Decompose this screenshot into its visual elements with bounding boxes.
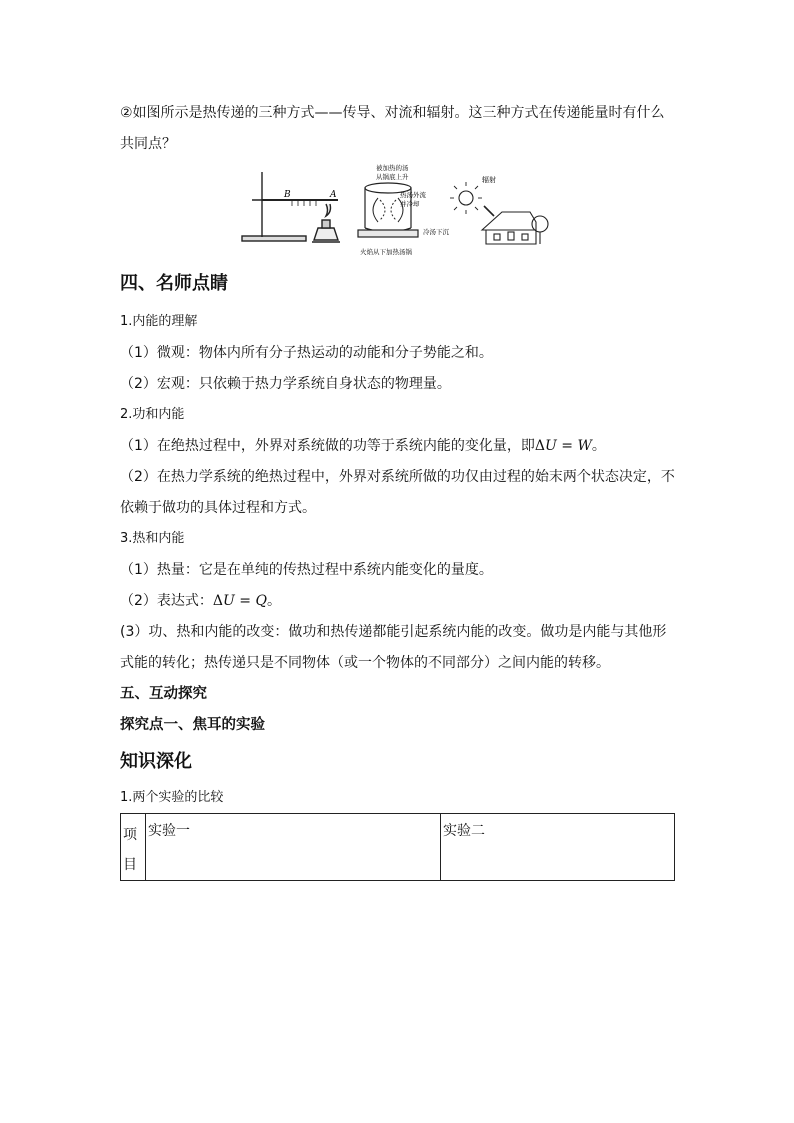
experiment-comparison-table	[120, 813, 675, 881]
item-1-title: 1.内能的理解	[120, 314, 198, 329]
radiation-scene	[450, 182, 548, 244]
var-u: U	[545, 438, 557, 454]
item-2-title: 2.功和内能	[120, 407, 185, 422]
item-3-p2	[120, 591, 680, 611]
table-header-item	[121, 814, 146, 881]
period: 。	[591, 438, 606, 454]
section-4-title: 四、名师点睛	[120, 273, 228, 294]
equals-sign: =	[234, 593, 256, 609]
comparison-title: 1.两个实验的比较	[120, 790, 224, 805]
conduction-apparatus	[242, 172, 340, 242]
var-w: W	[577, 438, 592, 454]
item-2-p1	[120, 436, 680, 456]
delta-symbol: Δ	[212, 593, 224, 609]
radiation-label: 辐射	[482, 176, 496, 184]
pot-label-top2: 从锅底上升	[376, 173, 409, 181]
pot-label-mid1: 热汤外流	[400, 191, 426, 199]
var-q: Q	[255, 593, 267, 609]
table-header-experiment-2: 实验二	[441, 814, 675, 881]
knowledge-deepen-title: 知识深化	[120, 751, 192, 772]
var-u: U	[223, 593, 235, 609]
item-3-title: 3.热和内能	[120, 531, 185, 546]
item-3-p1: （1）热量：它是在单纯的传热过程中系统内能变化的量度。	[120, 562, 493, 578]
label-a: A	[330, 190, 337, 200]
table-row	[121, 814, 675, 881]
item-2-p1-text: （1）在绝热过程中，外界对系统做的功等于系统内能的变化量，即	[120, 438, 535, 454]
item-2-p2-line2: 依赖于做功的具体过程和方式。	[120, 500, 316, 516]
pot-label-top1: 被加热的汤	[376, 164, 409, 172]
item-3-p2-text: （2）表达式：	[120, 593, 213, 609]
header-item-char1: 项	[123, 827, 137, 843]
table-header-experiment-1: 实验一	[146, 814, 441, 881]
explore-point-1-title: 探究点一、焦耳的实验	[120, 717, 265, 733]
pot-label-mid2: 并冷却	[400, 200, 420, 208]
item-1-p1: （1）微观：物体内所有分子热运动的动能和分子势能之和。	[120, 345, 493, 361]
delta-symbol: Δ	[534, 438, 546, 454]
item-3-p3-line2: 式能的转化；热传递只是不同物体（或一个物体的不同部分）之间内能的转移。	[120, 655, 610, 671]
heat-transfer-figure	[240, 160, 555, 260]
section-5-title: 五、互动探究	[120, 686, 207, 702]
label-b: B	[284, 190, 291, 200]
pot-label-right: 冷汤下沉	[423, 228, 449, 236]
question-2-line1: ②如图所示是热传递的三种方式——传导、对流和辐射。这三种方式在传递能量时有什么	[120, 105, 665, 121]
pot-label-bottom: 火焰从下加热汤锅	[360, 248, 412, 256]
item-3-p3-line1: (3）功、热和内能的改变：做功和热传递都能引起系统内能的改变。做功是内能与其他形	[120, 624, 667, 640]
item-2-p2-line1: （2）在热力学系统的绝热过程中，外界对系统所做的功仅由过程的始末两个状态决定，不	[120, 469, 675, 485]
equals-sign: =	[556, 438, 578, 454]
question-2-line2: 共同点？	[120, 136, 176, 152]
header-item-char2: 目	[123, 857, 137, 873]
item-1-p2: （2）宏观：只依赖于热力学系统自身状态的物理量。	[120, 376, 451, 392]
period: 。	[266, 593, 281, 609]
